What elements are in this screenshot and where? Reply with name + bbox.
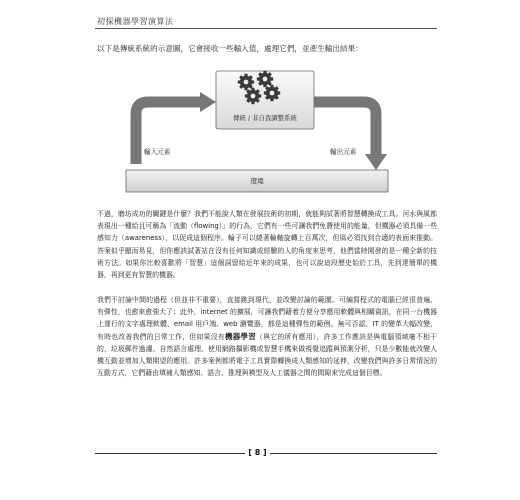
traditional-system-diagram <box>118 66 393 194</box>
footer-rule-right <box>270 453 437 454</box>
footer-rule-left <box>95 453 245 454</box>
input-arrow-head <box>200 92 216 112</box>
process-label: 傳統 / 非自我調整系統 <box>233 114 297 122</box>
running-header: 初探機器學習演算法 <box>97 17 174 26</box>
paragraph-2 <box>97 294 437 379</box>
paragraph-1: 不過，磨坊成功的關鍵是什麼？我們不能說人類在發展技術的初期，就能夠試著將智慧轉換成工具。河水與風都表現出一種給且可稱為「流動（flowing）」的行為，它們有一些可讓我們免費使用的能量，但機器必須具備一些感知力（awareness），以促成這個程序。輪子可以繞著輪軸旋轉上百萬次，但風必須找到合適的表面來推動。答案似乎顯而易見，但你應該試著站在沒有任何知識或經驗的人的角度來思考，他們當時開發的是一種全新的技術方法。如果你比較喜歡將「智慧」這個詞留給近年來的成果，也可以說這段歷史始於工具，先到達簡單的機器，再到更有智慧的機器。 <box>97 210 437 280</box>
paragraph-2-part-1: 我們不討論中間的過程（但並非不重要），直接跳到現代，並改變討論的範圍。可編寫程式的電腦已經很普遍、有彈性，也愈來愈強大了；此外，internet 的擴展，可讓我們藉着方便分享應用軟體與相關資訊，在同一台機器上運行的文字處理軟體、email 用戶端、web 瀏覽器，都是這種彈性的範例。無可否認，IT 的變革大幅改變，有時也改善我們的日常工作，但如果沒有 <box>97 296 437 341</box>
output-arrow <box>314 102 376 154</box>
intro-text: 以下是傳統系統的示意圖，它會接收一些輸入值，處理它們，並產生輸出結果： <box>97 44 363 53</box>
output-arrow-head <box>365 154 387 170</box>
environment-label: 環境 <box>250 177 264 186</box>
page-number: [ 8 ] <box>248 448 267 457</box>
output-label: 輸出元素 <box>330 148 357 156</box>
paragraph-2-part-2: （與它的所有應用），許多工作應該是與電腦領域毫不相干的，垃圾郵件過濾、自然語言處理、使用網路攝影機或智慧手機來做視覺追蹤與預測分析，只是少數能就改變人機互動並增加人類期望的應用。許多案例都將電子工具實際轉換成人類感知的延伸，改變我們與許多日常情況的互動方式，它們藉由填補人類感知、語言、推理與模型及人工儀器之間的間隙來完成這個目標。 <box>97 332 437 378</box>
paragraph-2-bold-term: 機器學習 <box>224 331 257 341</box>
input-label: 輸入元素 <box>144 148 171 156</box>
header-rule <box>95 28 437 29</box>
